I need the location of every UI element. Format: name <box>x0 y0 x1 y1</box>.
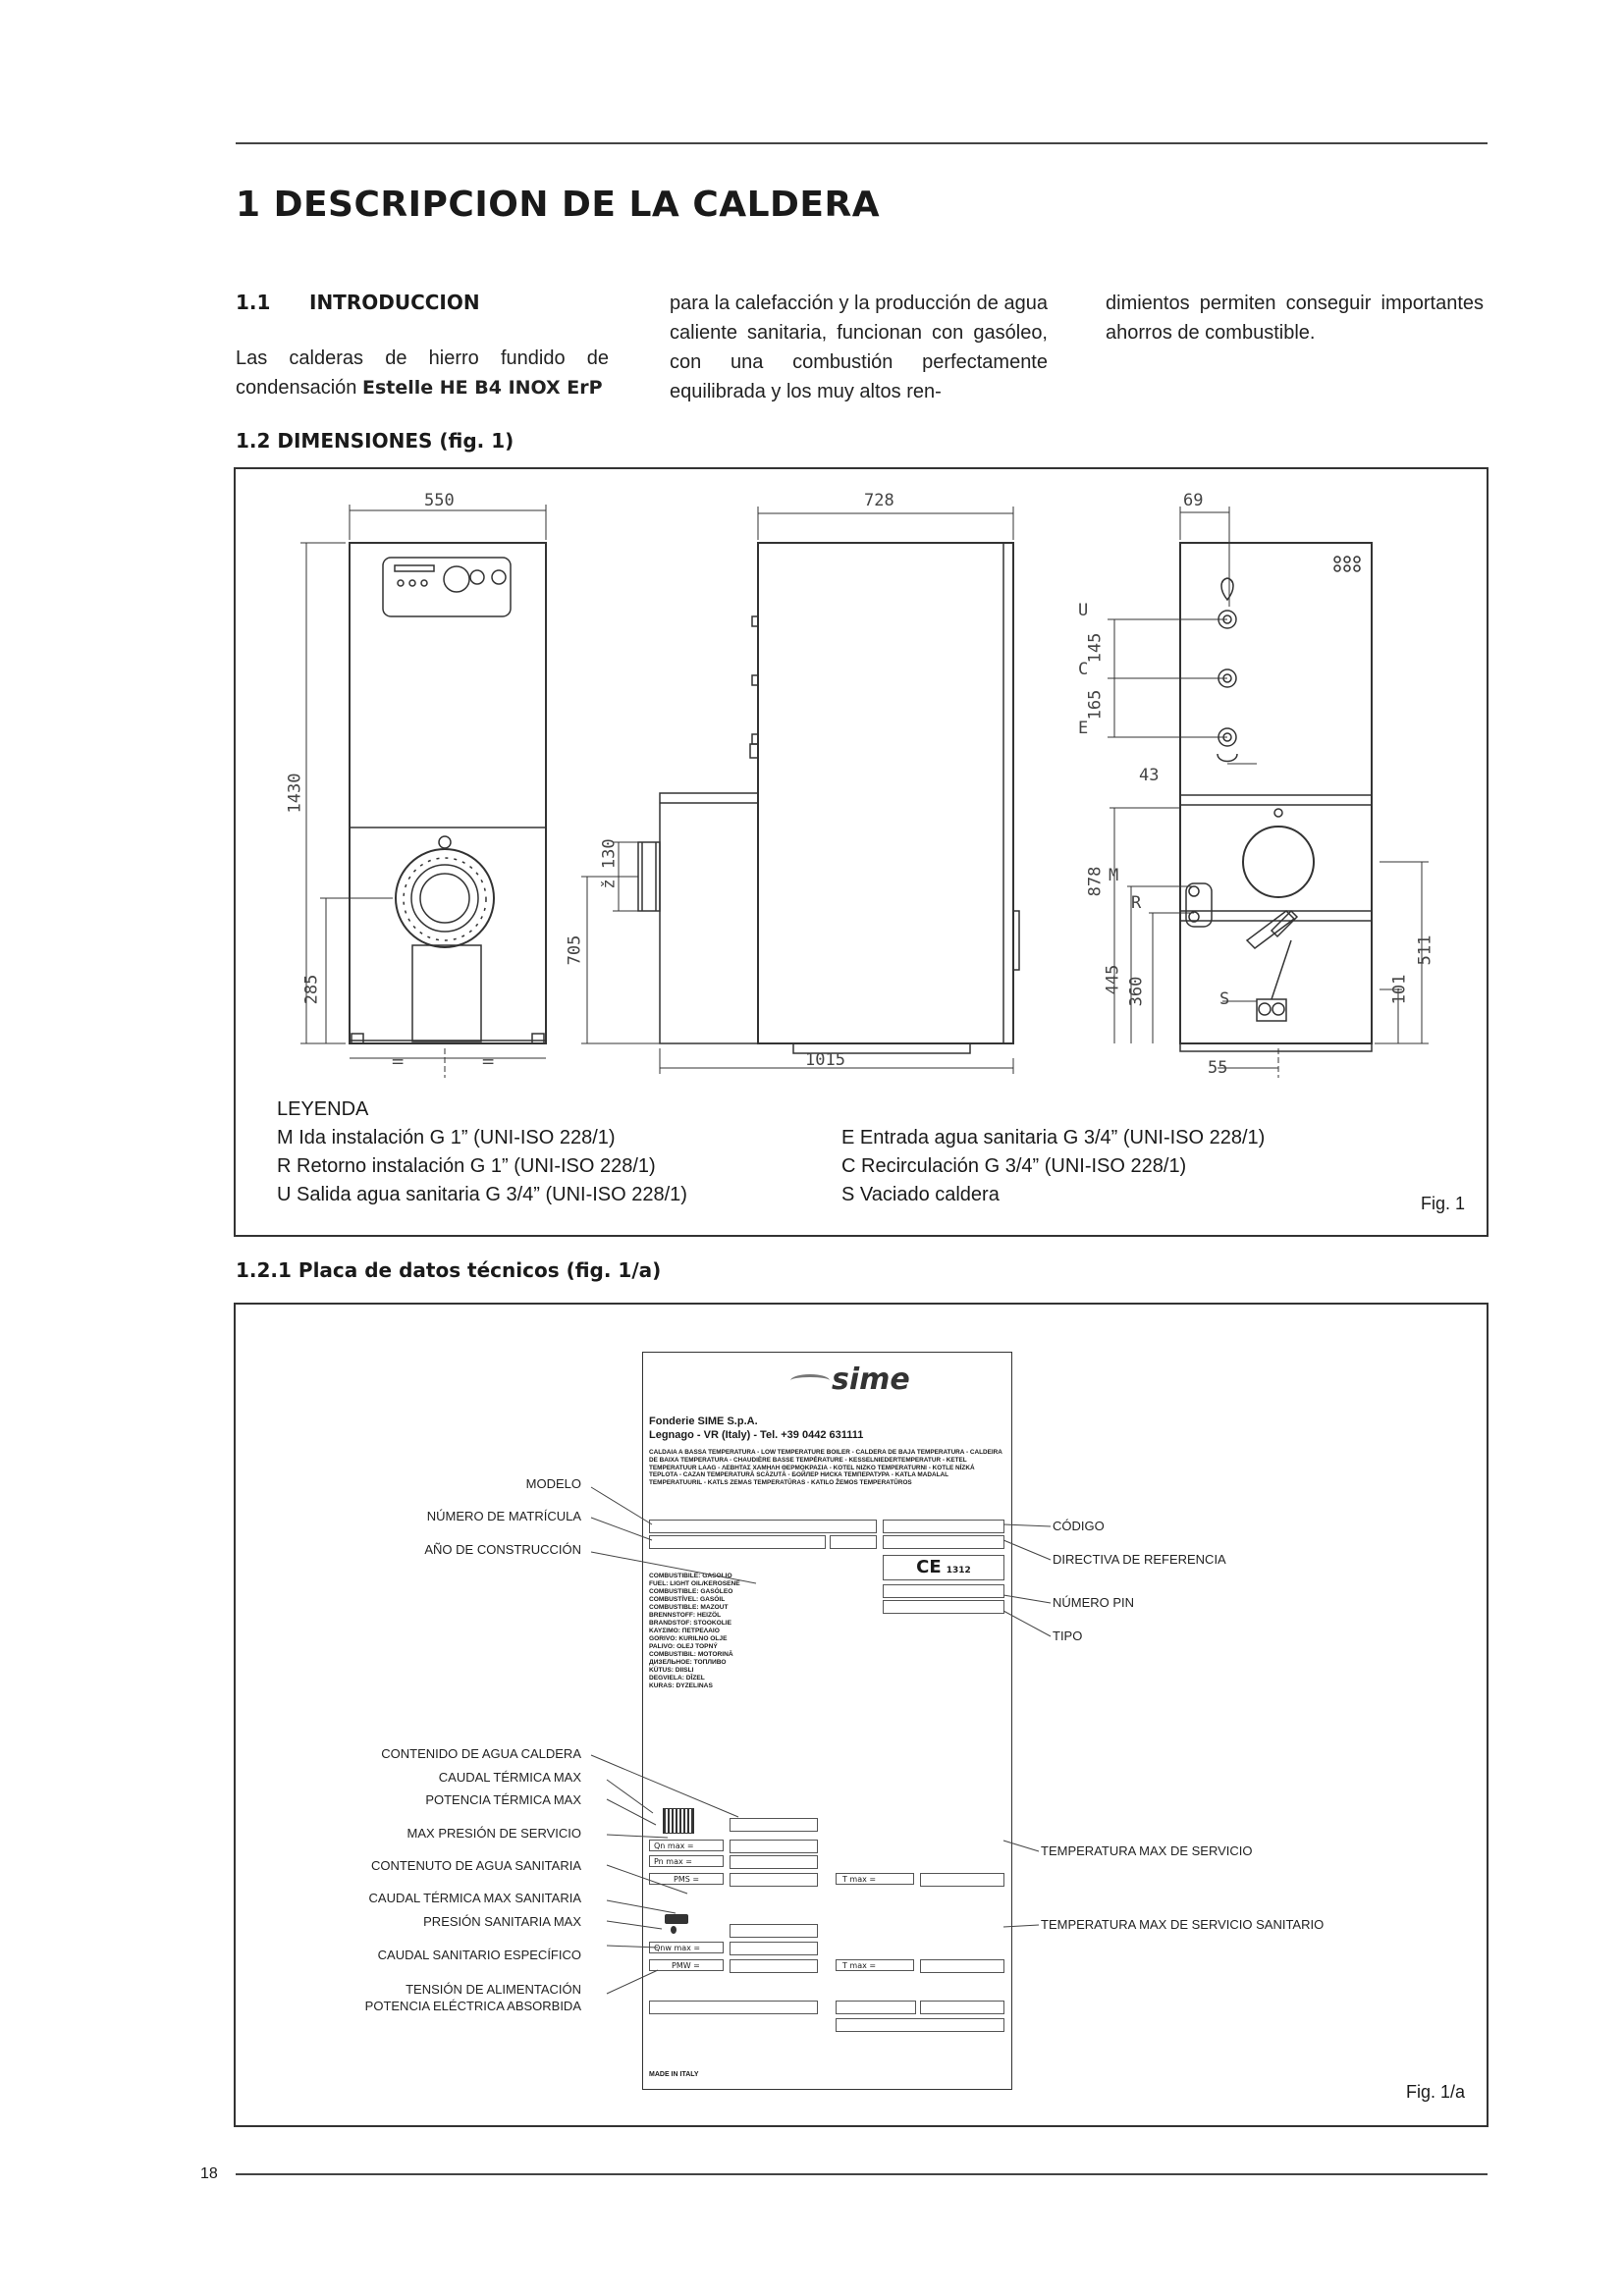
label-caudal-sanitaria: CAUDAL TÉRMICA MAX SANITARIA <box>368 1891 581 1905</box>
fuel-item: PALIVO: OLEJ TOPNÝ <box>649 1643 718 1650</box>
rear-view <box>1108 507 1429 1078</box>
label-e: E <box>1078 719 1089 738</box>
legend-right <box>841 1124 1265 1209</box>
label-codigo: CÓDIGO <box>1053 1519 1105 1533</box>
dim-1430: 1430 <box>285 773 305 814</box>
fuel-item: COMBUSTIBLE: MAZOUT <box>649 1604 729 1611</box>
page-number: 18 <box>200 2165 218 2182</box>
top-rule <box>236 142 1488 144</box>
plate-figure <box>234 1303 1489 2127</box>
fuel-item: COMBUSTIBIL: MOTORINĂ <box>649 1651 733 1658</box>
label-caudal-termica: CAUDAL TÉRMICA MAX <box>438 1770 581 1785</box>
dim-69: 69 <box>1183 491 1204 510</box>
intro-col1 <box>236 344 609 402</box>
front-view <box>300 505 546 1078</box>
dim-equal-right: = <box>481 1052 496 1072</box>
plate-heading: 1.2.1 Placa de datos técnicos (fig. 1/a) <box>236 1258 662 1282</box>
fuel-item: ДИЗЕЛЬНОЕ: ТОПЛИВО <box>649 1659 727 1666</box>
tmax1-label: T max = <box>842 1875 877 1884</box>
intro-col3: dimientos permiten conseguir importantes ahorros de combustible. <box>1106 293 1484 344</box>
dim-145: 145 <box>1085 632 1106 664</box>
pmw-label: PMW = <box>672 1961 700 1970</box>
ce-mark: CE <box>916 1557 942 1577</box>
fuel-item: KÜTUS: DIISLI <box>649 1667 694 1674</box>
label-c: C <box>1078 660 1089 679</box>
label-anno: AÑO DE CONSTRUCCIÓN <box>424 1542 581 1557</box>
label-r: R <box>1131 893 1142 913</box>
legend-item-s: S Vaciado caldera <box>841 1184 1000 1205</box>
dim-511: 511 <box>1415 934 1435 966</box>
dim-165: 165 <box>1085 689 1106 721</box>
legend-left <box>277 1124 687 1209</box>
label-modelo: MODELO <box>525 1476 581 1491</box>
dim-705: 705 <box>565 934 585 966</box>
label-potencia-termica: POTENCIA TÉRMICA MAX <box>425 1792 581 1807</box>
fuel-item: KURAS: DYZELINAS <box>649 1682 713 1689</box>
dimensions-figure <box>234 467 1489 1237</box>
legend-item-e: E Entrada agua sanitaria G 3/4” (UNI-ISO 228/1) <box>841 1127 1266 1148</box>
legend-item-c: C Recirculación G 3/4” (UNI-ISO 228/1) <box>841 1155 1187 1177</box>
fuel-item: ΚΑΥΣΙΜΟ: ΠΕΤΡΕΛΑΙΟ <box>649 1628 720 1634</box>
qn-label: Qn max = <box>654 1842 694 1850</box>
dim-285: 285 <box>301 974 322 1005</box>
dim-101: 101 <box>1389 974 1410 1005</box>
fig1-label: Fig. 1 <box>1420 1194 1465 1213</box>
label-matricula: NÚMERO DE MATRÍCULA <box>426 1509 581 1523</box>
side-view <box>581 507 1019 1074</box>
label-u: U <box>1078 601 1089 620</box>
pms-label: PMS = <box>674 1875 700 1884</box>
dim-43: 43 <box>1139 766 1160 785</box>
ce-number: 1312 <box>946 1566 971 1575</box>
fuel-item: COMBUSTIBLE: GASÓLEO <box>649 1588 733 1595</box>
label-temp-sanitario: TEMPERATURA MAX DE SERVICIO SANITARIO <box>1041 1917 1325 1932</box>
intro-col2: para la calefacción y la producción de agua caliente sanitaria, funcionan con gasóleo, con una combustión perfectamente equilibrada y los muy altos ren- <box>670 293 1048 402</box>
intro-heading: INTRODUCCION <box>309 291 480 314</box>
legend-title: LEYENDA <box>277 1098 369 1120</box>
fuel-item: COMBUSTÍVEL: GASÓIL <box>649 1596 726 1603</box>
company-name: Fonderie SIME S.p.A. <box>649 1415 758 1427</box>
label-directiva: DIRECTIVA DE REFERENCIA <box>1053 1552 1226 1567</box>
made-in: MADE IN ITALY <box>649 2071 699 2078</box>
dimensions-drawing <box>236 469 1487 1097</box>
dim-360: 360 <box>1126 976 1147 1007</box>
brand-text: sime <box>832 1362 910 1397</box>
fuel-item: FUEL: LIGHT OIL/KEROSENE <box>649 1580 740 1587</box>
label-s: S <box>1219 989 1230 1009</box>
fuel-item: BRANDSTOF: STOOKOLIE <box>649 1620 732 1627</box>
dimensions-heading: 1.2 DIMENSIONES (fig. 1) <box>236 429 514 453</box>
label-contenido-agua: CONTENIDO DE AGUA CALDERA <box>381 1746 581 1761</box>
label-potencia-electrica: POTENCIA ELÉCTRICA ABSORBIDA <box>364 1999 581 2013</box>
fuel-item: DEGVIELA: DĪZEL <box>649 1675 705 1682</box>
label-pin: NÚMERO PIN <box>1053 1595 1135 1610</box>
dim-equal-left: = <box>391 1052 406 1072</box>
dim-878: 878 <box>1085 866 1106 897</box>
legend-item-u: U Salida agua sanitaria G 3/4” (UNI-ISO 228/1) <box>277 1184 687 1205</box>
fig1a-label: Fig. 1/a <box>1405 2082 1465 2102</box>
fuel-item: BRENNSTOFF: HEIZÖL <box>649 1612 722 1619</box>
page-title: 1 DESCRIPCION DE LA CALDERA <box>236 185 881 225</box>
dim-445: 445 <box>1103 964 1123 995</box>
label-tipo: TIPO <box>1053 1629 1083 1643</box>
boiler-types: CALDAIA A BASSA TEMPERATURA - LOW TEMPERATURE BOILER - CALDERA DE BAJA TEMPERATURA - CALDEIRA DE BAIXA TEMPERATURA - CHAUDIÈRE BASSE TEMPÉRATURE - KESSELNIEDERTEMPERATUR - KETEL TEMPERATUUR LAAG - ΛΕΒΗΤΑΣ ΧΑΜΗΛΗ ΘΕΡΜΟΚΡΑΣΙΑ - KOTEL NIZKO TEMPERATURNI - KOTLE NÍZKÁ TEPLOTA - CAZAN TEMPERATURĂ SCĂZUTĂ - БОЙЛЕР НИСКА ТЕМПЕРАТУРА - KATLA MADALAL TEMPERATUURIL - KATLS ZEMAS TEMPERATŪRAS - KATILO ŽEMOS TEMPERATŪROS <box>649 1449 1002 1487</box>
tmax2-label: T max = <box>842 1961 877 1970</box>
bottom-rule <box>236 2173 1488 2175</box>
intro-number: 1.1 <box>236 291 271 314</box>
dim-550: 550 <box>424 491 455 510</box>
intro-col1-model: Estelle HE B4 INOX ErP <box>361 377 603 399</box>
dim-728: 728 <box>864 491 894 510</box>
fuel-item: COMBUSTIBILE: GASOLIO <box>649 1573 732 1579</box>
dim-130: ž 130 <box>599 838 620 889</box>
label-contenido-sanitaria: CONTENUTO DE AGUA SANITARIA <box>370 1858 581 1873</box>
fuel-item: GORIVO: KURILNO OLJE <box>649 1635 728 1642</box>
dim-1015: 1015 <box>805 1050 845 1070</box>
label-m: M <box>1109 866 1119 885</box>
qnw-label: Qnw max = <box>654 1944 701 1952</box>
label-temp-servicio: TEMPERATURA MAX DE SERVICIO <box>1041 1843 1253 1858</box>
label-presion-sanitaria: PRESIÓN SANITARIA MAX <box>423 1914 581 1929</box>
legend-item-m: M Ida instalación G 1” (UNI-ISO 228/1) <box>277 1127 616 1148</box>
legend-item-r: R Retorno instalación G 1” (UNI-ISO 228/1) <box>277 1155 656 1177</box>
label-caudal-especifico: CAUDAL SANITARIO ESPECÍFICO <box>377 1948 581 1962</box>
company-address: Legnago - VR (Italy) - Tel. +39 0442 631111 <box>649 1429 864 1441</box>
label-max-presion: MAX PRESIÓN DE SERVICIO <box>406 1826 581 1841</box>
dim-55: 55 <box>1208 1058 1228 1078</box>
pn-label: Pn max = <box>654 1857 692 1866</box>
label-tension: TENSIÓN DE ALIMENTACIÓN <box>406 1982 581 1997</box>
intro-col1-text: Las calderas de hierro fundido de condensación <box>236 347 609 399</box>
